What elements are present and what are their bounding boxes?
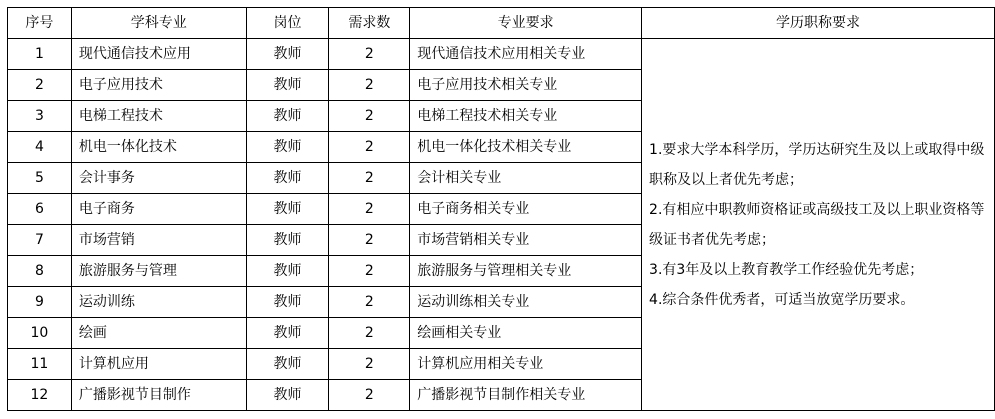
cell-major-requirement: 会计相关专业	[410, 163, 642, 194]
cell-major: 运动训练	[71, 287, 246, 318]
cell-serial: 11	[8, 349, 72, 380]
cell-major: 计算机应用	[71, 349, 246, 380]
cell-major: 市场营销	[71, 225, 246, 256]
cell-count: 2	[329, 256, 410, 287]
cell-serial: 6	[8, 194, 72, 225]
cell-serial: 4	[8, 132, 72, 163]
cell-serial: 9	[8, 287, 72, 318]
cell-count: 2	[329, 380, 410, 411]
cell-major-requirement: 电梯工程技术相关专业	[410, 101, 642, 132]
qualification-requirements-cell	[642, 39, 995, 411]
cell-major-requirement: 运动训练相关专业	[410, 287, 642, 318]
cell-serial: 10	[8, 318, 72, 349]
cell-major: 机电一体化技术	[71, 132, 246, 163]
cell-count: 2	[329, 163, 410, 194]
cell-major-requirement: 机电一体化技术相关专业	[410, 132, 642, 163]
recruitment-table	[7, 7, 995, 411]
cell-post: 教师	[246, 287, 329, 318]
cell-major-requirement: 绘画相关专业	[410, 318, 642, 349]
cell-post: 教师	[246, 380, 329, 411]
table-header-row	[8, 8, 995, 39]
cell-serial: 12	[8, 380, 72, 411]
cell-post: 教师	[246, 256, 329, 287]
cell-major: 广播影视节目制作	[71, 380, 246, 411]
cell-major: 电梯工程技术	[71, 101, 246, 132]
cell-count: 2	[329, 39, 410, 70]
cell-major: 电子商务	[71, 194, 246, 225]
cell-serial: 5	[8, 163, 72, 194]
cell-major-requirement: 电子商务相关专业	[410, 194, 642, 225]
cell-count: 2	[329, 318, 410, 349]
cell-major-requirement: 电子应用技术相关专业	[410, 70, 642, 101]
requirement-item: 3.有3年及以上教育教学工作经验优先考虑；	[649, 261, 924, 278]
cell-major-requirement: 广播影视节目制作相关专业	[410, 380, 642, 411]
cell-major: 会计事务	[71, 163, 246, 194]
cell-major: 电子应用技术	[71, 70, 246, 101]
header-count: 需求数	[329, 8, 410, 39]
cell-post: 教师	[246, 349, 329, 380]
cell-major: 绘画	[71, 318, 246, 349]
cell-count: 2	[329, 225, 410, 256]
cell-post: 教师	[246, 39, 329, 70]
cell-major-requirement: 计算机应用相关专业	[410, 349, 642, 380]
cell-post: 教师	[246, 318, 329, 349]
cell-count: 2	[329, 70, 410, 101]
requirement-item: 2.有相应中职教师资格证或高级技工及以上职业资格等级证书者优先考虑；	[649, 201, 985, 248]
cell-post: 教师	[246, 132, 329, 163]
cell-post: 教师	[246, 70, 329, 101]
cell-post: 教师	[246, 101, 329, 132]
cell-major: 旅游服务与管理	[71, 256, 246, 287]
cell-count: 2	[329, 287, 410, 318]
header-qualification-requirement: 学历职称要求	[642, 8, 995, 39]
cell-count: 2	[329, 349, 410, 380]
cell-serial: 3	[8, 101, 72, 132]
cell-major-requirement: 旅游服务与管理相关专业	[410, 256, 642, 287]
cell-count: 2	[329, 101, 410, 132]
cell-serial: 8	[8, 256, 72, 287]
header-post: 岗位	[246, 8, 329, 39]
requirement-item: 4.综合条件优秀者，可适当放宽学历要求。	[649, 291, 915, 308]
cell-post: 教师	[246, 163, 329, 194]
cell-serial: 7	[8, 225, 72, 256]
header-major-requirement: 专业要求	[410, 8, 642, 39]
cell-major: 现代通信技术应用	[71, 39, 246, 70]
recruitment-table-wrapper	[7, 7, 995, 411]
cell-post: 教师	[246, 225, 329, 256]
cell-count: 2	[329, 194, 410, 225]
table-row	[8, 39, 995, 70]
cell-major-requirement: 市场营销相关专业	[410, 225, 642, 256]
requirement-item: 1.要求大学本科学历，学历达研究生及以上或取得中级职称及以上者优先考虑；	[649, 141, 985, 188]
cell-count: 2	[329, 132, 410, 163]
header-serial: 序号	[8, 8, 72, 39]
cell-serial: 2	[8, 70, 72, 101]
cell-major-requirement: 现代通信技术应用相关专业	[410, 39, 642, 70]
header-major: 学科专业	[71, 8, 246, 39]
cell-post: 教师	[246, 194, 329, 225]
cell-serial: 1	[8, 39, 72, 70]
